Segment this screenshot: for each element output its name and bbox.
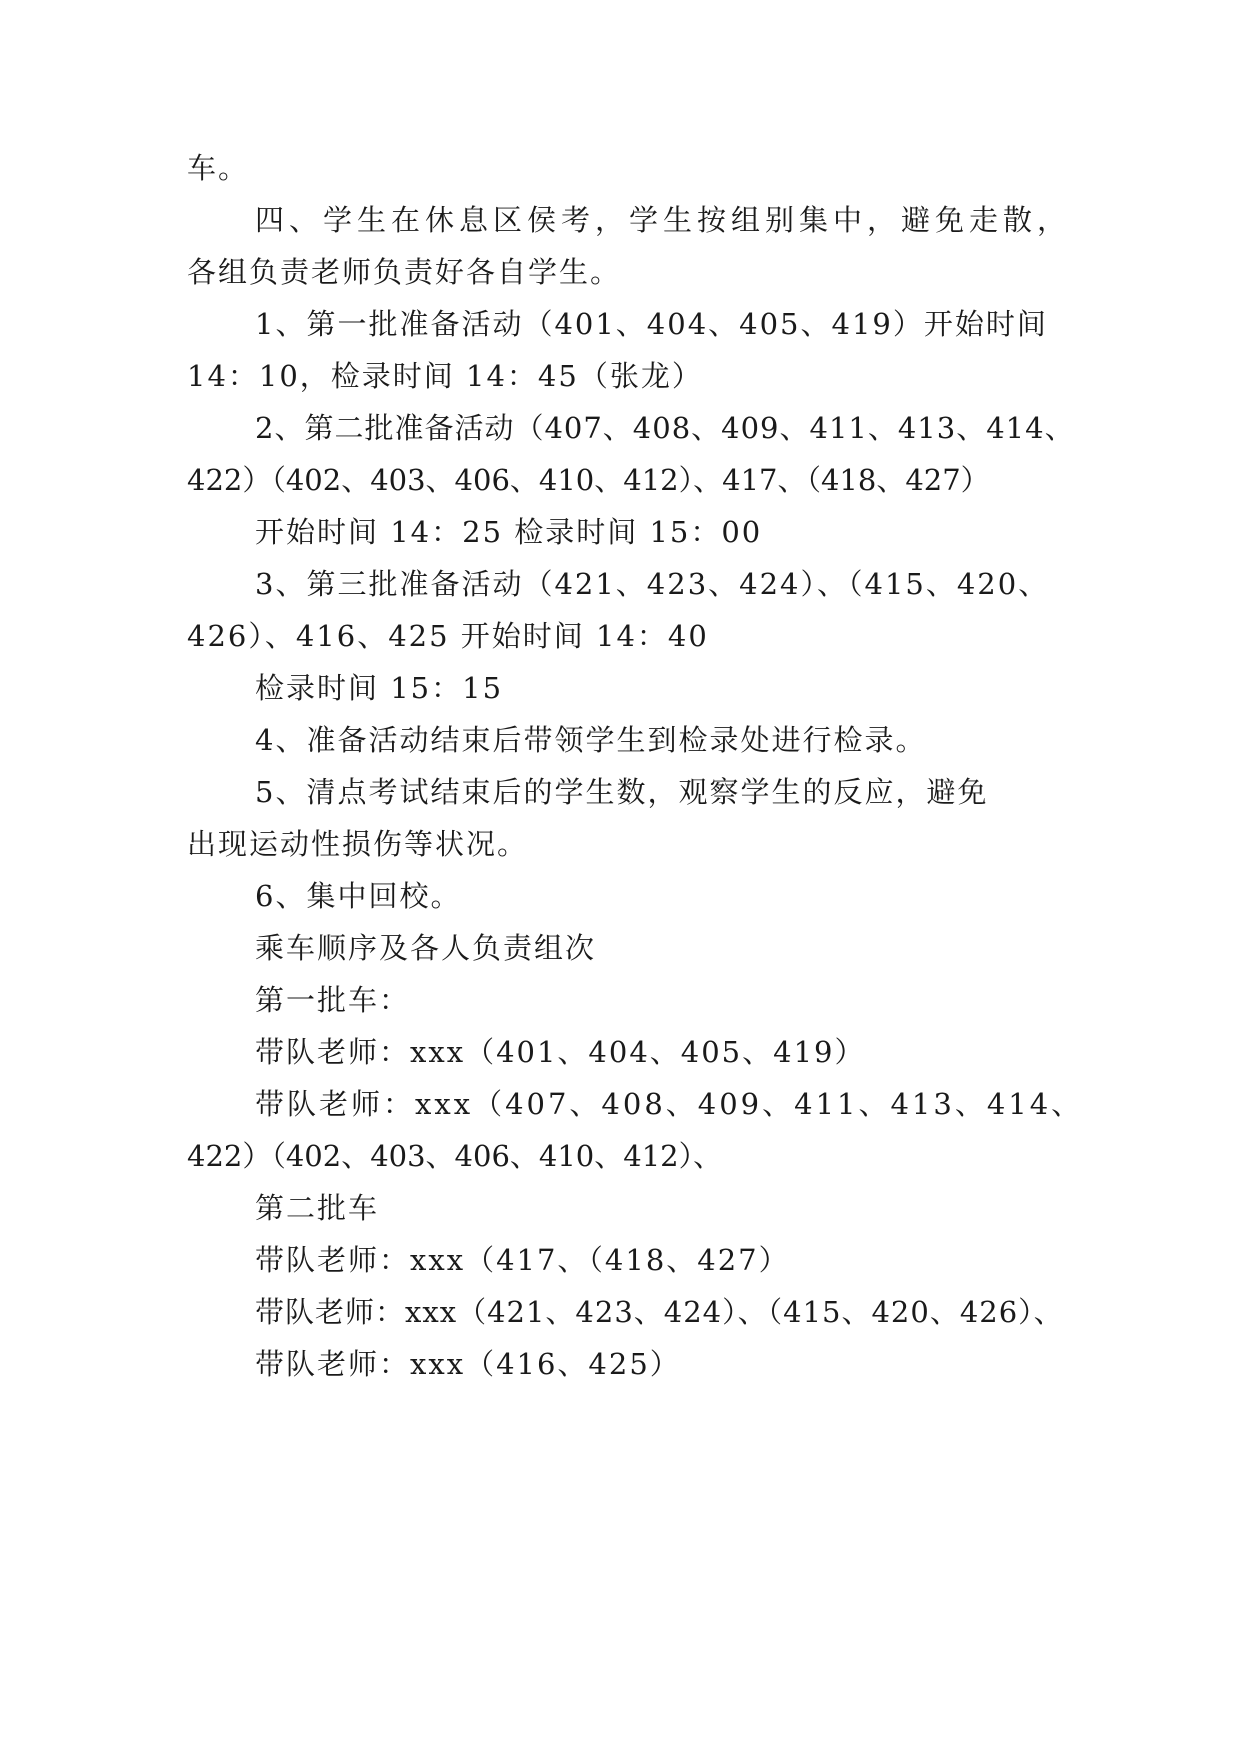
text-line: 检录时间 15：15 — [255, 671, 504, 705]
text-line: 426）、416、425 开始时间 14：40 — [187, 619, 709, 653]
text-line: 带队老师：xxx（401、404、405、419） — [255, 1035, 866, 1069]
text-line: 4、准备活动结束后带领学生到检录处进行检录。 — [255, 723, 927, 757]
text-line: 1、第一批准备活动（401、404、405、419）开始时间 — [255, 307, 1048, 341]
text-line: 422）（402、403、406、410、412）、417、（418、427） — [187, 463, 990, 497]
text-line: 2、第二批准备活动（407、408、409、411、413、414、 — [255, 411, 1075, 445]
text-line: 四、学生在休息区侯考，学生按组别集中，避免走散， — [255, 203, 1072, 237]
text-line: 带队老师：xxx（407、408、409、411、413、414、 — [255, 1087, 1084, 1121]
text-line: 各组负责老师负责好各自学生。 — [187, 255, 622, 289]
text-line: 出现运动性损伤等状况。 — [187, 827, 529, 861]
text-line: 第二批车 — [255, 1191, 380, 1225]
text-line: 带队老师：xxx（417、（418、427） — [255, 1243, 790, 1277]
text-line: 带队老师：xxx（421、423、424）、（415、420、426）、 — [255, 1295, 1064, 1329]
text-line: 5、清点考试结束后的学生数，观察学生的反应，避免 — [255, 775, 989, 809]
text-line: 422）（402、403、406、410、412）、 — [187, 1139, 723, 1173]
text-line: 6、集中回校。 — [255, 879, 462, 913]
text-line: 带队老师：xxx（416、425） — [255, 1347, 681, 1381]
text-line: 第一批车： — [255, 983, 411, 1017]
text-line: 开始时间 14：25 检录时间 15：00 — [255, 515, 763, 549]
text-line: 车。 — [187, 151, 250, 185]
text-line: 3、第三批准备活动（421、423、424）、（415、420、 — [255, 567, 1050, 601]
text-line: 14：10，检录时间 14：45（张龙） — [187, 359, 703, 393]
text-line: 乘车顺序及各人负责组次 — [255, 931, 597, 965]
